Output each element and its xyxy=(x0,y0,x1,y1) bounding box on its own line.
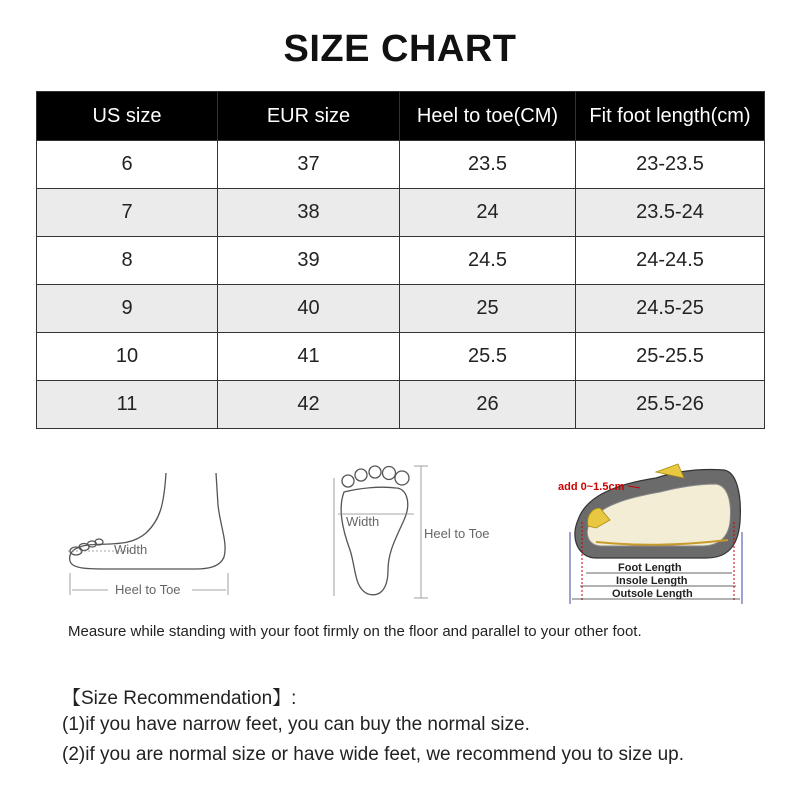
cell-us-size: 10 xyxy=(37,333,218,381)
size-chart-table xyxy=(36,91,765,429)
cell-eur-size: 39 xyxy=(218,237,400,285)
foot-sole-diagram xyxy=(330,458,520,606)
column-header-heel-to-toe: Heel to toe(CM) xyxy=(400,92,576,141)
cell-us-size: 7 xyxy=(37,189,218,237)
cell-heel-to-toe: 24.5 xyxy=(400,237,576,285)
cell-eur-size: 42 xyxy=(218,381,400,429)
cell-heel-to-toe: 24 xyxy=(400,189,576,237)
heel-to-toe-label: Heel to Toe xyxy=(424,526,490,541)
width-label: Width xyxy=(346,514,380,529)
cell-heel-to-toe: 25.5 xyxy=(400,333,576,381)
table-row xyxy=(37,141,765,189)
outsole-length-label: Outsole Length xyxy=(612,588,693,600)
cell-fit-foot-length: 25.5-26 xyxy=(576,381,765,429)
table-row xyxy=(37,381,765,429)
foot-length-label: Foot Length xyxy=(618,562,682,574)
foot-side-diagram xyxy=(60,465,245,605)
insole-length-label: Insole Length xyxy=(616,575,688,587)
cell-eur-size: 37 xyxy=(218,141,400,189)
shoe-length-diagram xyxy=(556,462,752,610)
measurement-note: Measure while standing with your foot firmly on the floor and parallel to your other foot. xyxy=(68,623,642,640)
foot-side-outline-icon xyxy=(70,473,225,569)
cell-fit-foot-length: 23-23.5 xyxy=(576,141,765,189)
cell-us-size: 6 xyxy=(37,141,218,189)
size-recommendation-line-1: (1)if you have narrow feet, you can buy the normal size. xyxy=(62,714,530,735)
column-header-us-size: US size xyxy=(37,92,218,141)
foot-sole-outline-icon xyxy=(341,466,409,595)
width-label: Width xyxy=(114,542,148,557)
cell-fit-foot-length: 24.5-25 xyxy=(576,285,765,333)
cell-us-size: 9 xyxy=(37,285,218,333)
table-row xyxy=(37,333,765,381)
cell-eur-size: 40 xyxy=(218,285,400,333)
cell-us-size: 8 xyxy=(37,237,218,285)
size-recommendation-heading: 【Size Recommendation】: xyxy=(62,688,297,709)
cell-fit-foot-length: 25-25.5 xyxy=(576,333,765,381)
size-recommendation-line-2: (2)if you are normal size or have wide feet, we recommend you to size up. xyxy=(62,744,685,765)
add-length-label: add 0~1.5cm xyxy=(558,481,625,493)
table-row xyxy=(37,237,765,285)
page-title: SIZE CHART xyxy=(283,28,517,70)
cell-heel-to-toe: 25 xyxy=(400,285,576,333)
column-header-fit-foot-length: Fit foot length(cm) xyxy=(576,92,765,141)
column-header-eur-size: EUR size xyxy=(218,92,400,141)
shoe-cross-section-icon xyxy=(575,464,740,558)
table-row xyxy=(37,285,765,333)
cell-fit-foot-length: 24-24.5 xyxy=(576,237,765,285)
table-header-row xyxy=(37,92,765,141)
cell-us-size: 11 xyxy=(37,381,218,429)
cell-fit-foot-length: 23.5-24 xyxy=(576,189,765,237)
heel-to-toe-label: Heel to Toe xyxy=(115,582,181,597)
cell-heel-to-toe: 23.5 xyxy=(400,141,576,189)
table-row xyxy=(37,189,765,237)
cell-eur-size: 41 xyxy=(218,333,400,381)
cell-heel-to-toe: 26 xyxy=(400,381,576,429)
cell-eur-size: 38 xyxy=(218,189,400,237)
